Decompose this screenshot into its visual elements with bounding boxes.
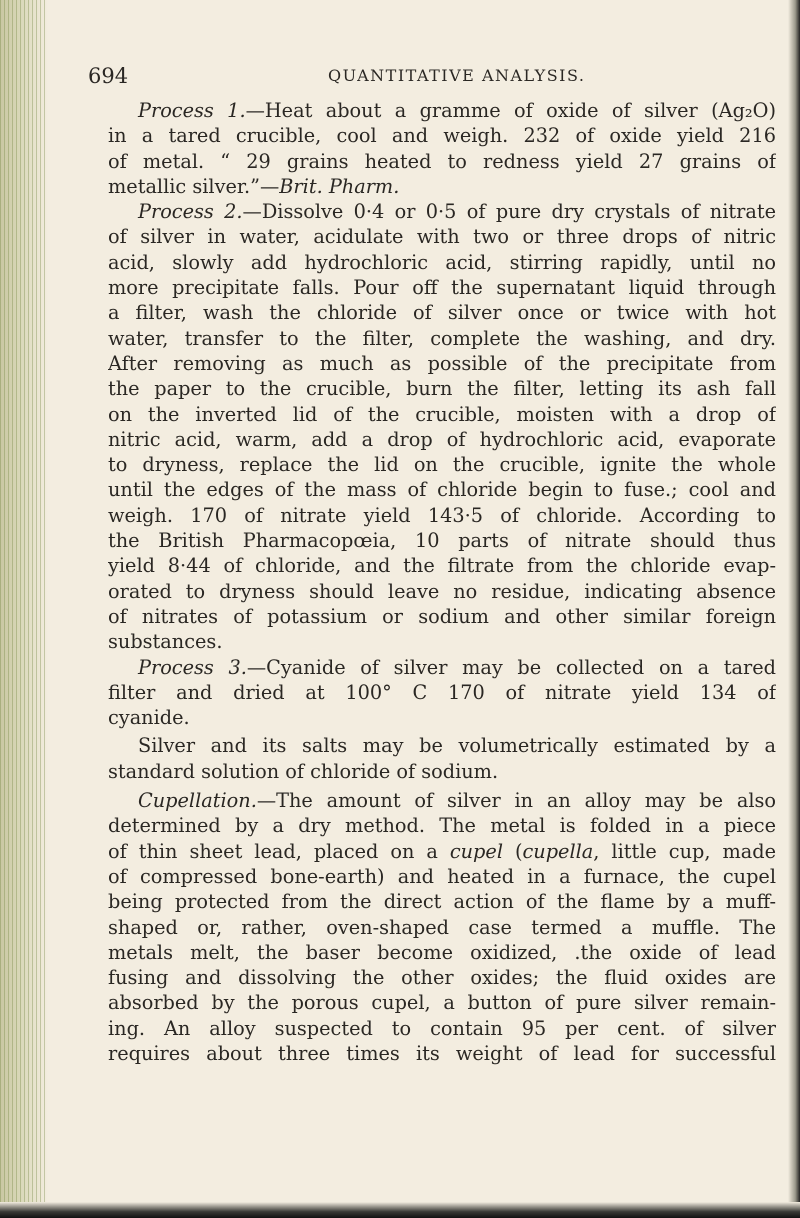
text-line: of metal. “ 29 grains heated to redness yield 27 grains of: [108, 149, 776, 173]
text-line: Cupellation.—The amount of silver in an alloy may be also: [138, 789, 776, 813]
text-line: requires about three times its weight of lead for successful: [108, 1041, 776, 1065]
text-line: Process 2.—Dissolve 0·4 or 0·5 of pure dry crystals of nitrate: [138, 200, 776, 224]
text-line: the British Pharmacopœia, 10 parts of nitrate should thus: [108, 529, 776, 553]
text-line: of nitrates of potassium or sodium and other similar foreign: [108, 604, 776, 628]
page-number: 694: [88, 64, 129, 88]
text-line: yield 8·44 of chloride, and the filtrate from the chloride evap-: [108, 554, 776, 578]
text-line: in a tared crucible, cool and weigh. 232 of oxide yield 216: [108, 124, 776, 148]
text-line: acid, slowly add hydrochloric acid, stirring rapidly, until no: [108, 250, 776, 274]
text-line: ing. An alloy suspected to contain 95 per cent. of silver: [108, 1016, 776, 1040]
text-line: Silver and its salts may be volumetrically estimated by a: [138, 734, 776, 758]
text-line: metals melt, the baser become oxidized, .the oxide of lead: [108, 940, 776, 964]
text-line: water, transfer to the filter, complete the washing, and dry.: [108, 326, 776, 350]
text-line: to dryness, replace the lid on the crucible, ignite the whole: [108, 453, 776, 477]
text-line: orated to dryness should leave no residue, indicating absence: [108, 579, 776, 603]
text-line: metallic silver.”—Brit. Pharm.: [108, 174, 400, 198]
text-line: absorbed by the porous cupel, a button of pure silver remain-: [108, 991, 776, 1015]
text-line: substances.: [108, 630, 223, 654]
text-line: on the inverted lid of the crucible, moisten with a drop of: [108, 402, 776, 426]
paragraph-process-2: [108, 199, 776, 654]
text-line: determined by a dry method. The metal is folded in a piece: [108, 814, 776, 838]
text-line: cyanide.: [108, 706, 190, 730]
text-line: more precipitate falls. Pour off the supernatant liquid through: [108, 276, 776, 300]
text-line: a filter, wash the chloride of silver once or twice with hot: [108, 301, 776, 325]
text-line: being protected from the direct action of the flame by a muff-: [108, 890, 776, 914]
page-bottom-shadow: [0, 1202, 800, 1218]
text-line: of compressed bone-earth) and heated in a furnace, the cupel: [108, 864, 776, 888]
section-heading: Cupellation.: [138, 789, 257, 813]
text-line: the paper to the crucible, burn the filter, letting its ash fall: [108, 377, 776, 401]
text-line: nitric acid, warm, add a drop of hydrochloric acid, evaporate: [108, 427, 776, 451]
text-line: weigh. 170 of nitrate yield 143·5 of chloride. According to: [108, 503, 776, 527]
text-line: fusing and dissolving the other oxides; the fluid oxides are: [108, 966, 776, 990]
source-citation: Brit. Pharm.: [279, 174, 400, 198]
paragraph-cupellation: [108, 788, 776, 1066]
paragraph-process-3: [108, 655, 776, 731]
text-line: Process 1.—Heat about a gramme of oxide of silver (Ag₂O): [138, 99, 776, 122]
book-binding-edge: [0, 0, 48, 1218]
running-head: QUANTITATIVE ANALYSIS.: [328, 66, 586, 85]
text-line: shaped or, rather, oven-shaped case termed a muffle. The: [108, 915, 776, 939]
paragraph-volumetric: [108, 733, 776, 784]
process-heading: Process 3.: [138, 655, 247, 679]
text-line: until the edges of the mass of chloride begin to fuse.; cool and: [108, 478, 776, 502]
text-line: Process 3.—Cyanide of silver may be collected on a tared: [138, 655, 776, 679]
body-text: [108, 98, 776, 1066]
process-heading: Process 1.: [138, 99, 246, 122]
text-line: standard solution of chloride of sodium.: [108, 759, 499, 783]
page-header: [88, 62, 772, 90]
process-heading: Process 2.: [138, 200, 243, 224]
text-line: After removing as much as possible of the precipitate from: [108, 351, 776, 375]
text-line: of thin sheet lead, placed on a cupel (cupella, little cup, made: [108, 839, 776, 863]
page-right-shadow: [788, 0, 800, 1218]
text-line: filter and dried at 100° C 170 of nitrate yield 134 of: [108, 680, 776, 704]
paragraph-process-1: [108, 98, 776, 199]
text-line: of silver in water, acidulate with two or three drops of nitric: [108, 225, 776, 249]
